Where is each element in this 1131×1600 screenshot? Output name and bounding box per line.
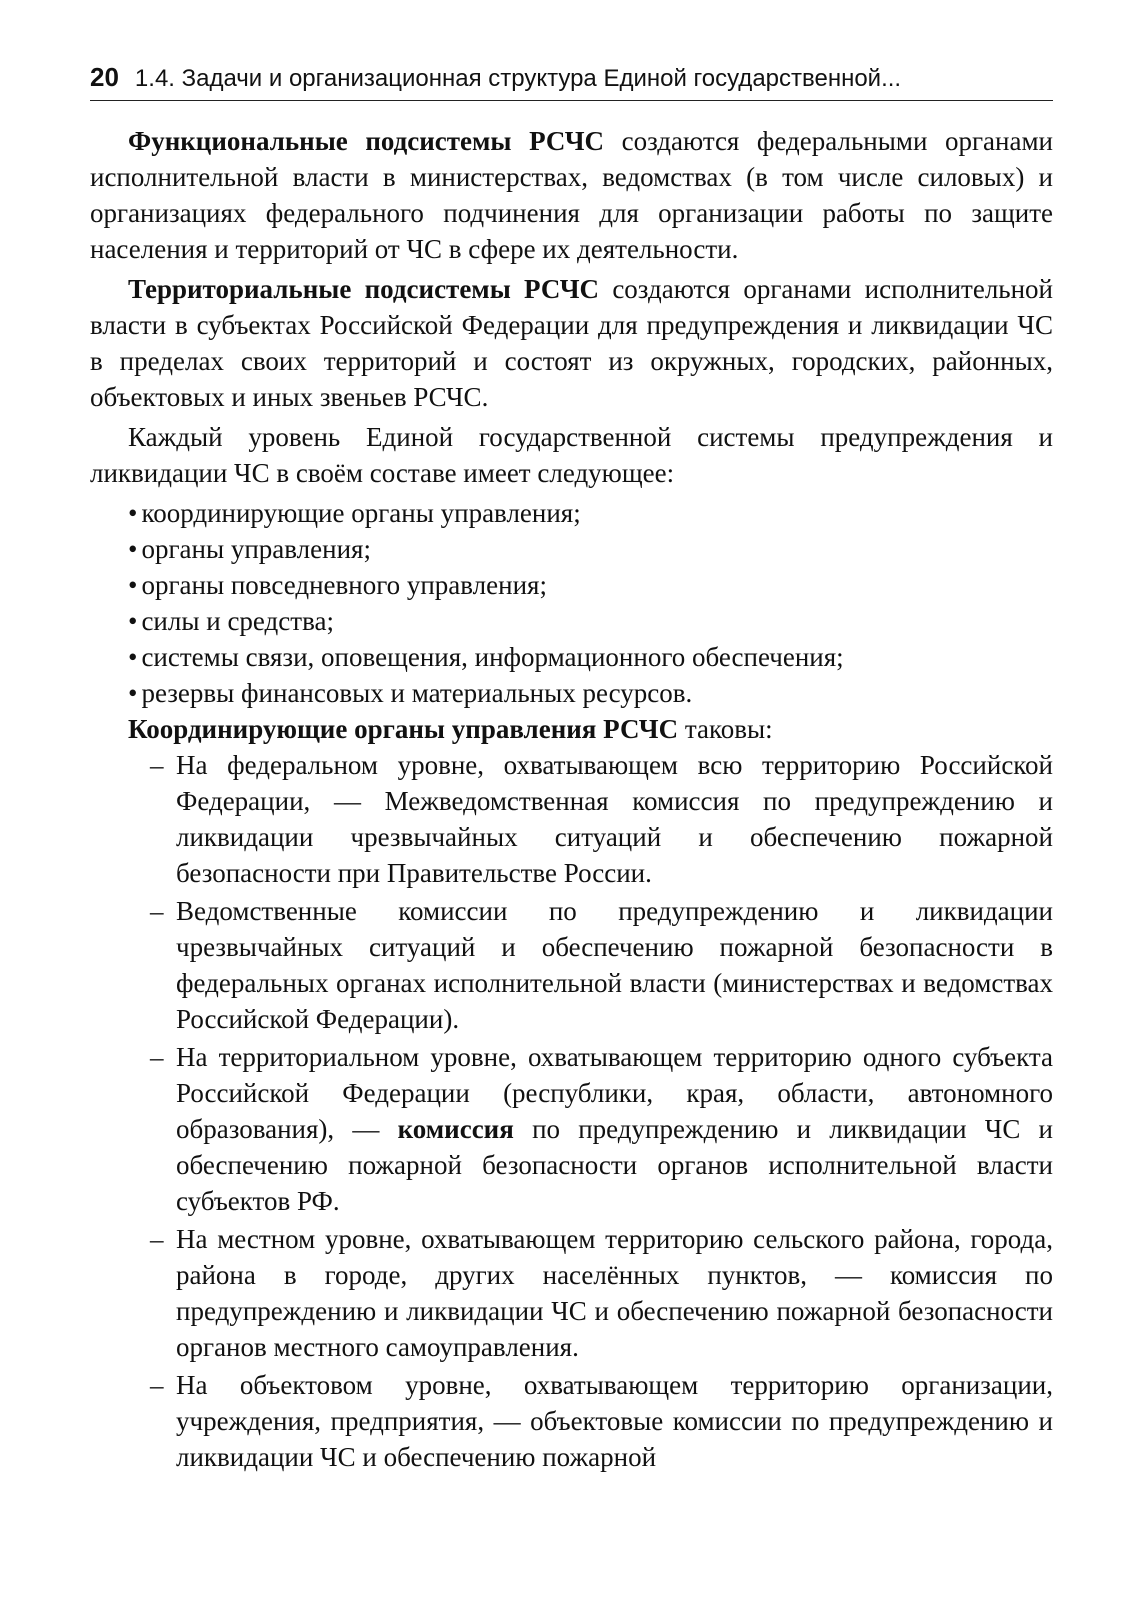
- dash-text: Ведомственные комиссии по предупреждению и ликвидации чрезвычайных ситуаций и обеспечению пожарной безопасности в федеральных органах исполнительной власти (министерствах и ведомствах Российской Федерации).: [176, 896, 1053, 1034]
- dash-list: [150, 747, 1053, 1475]
- page-number: 20: [90, 62, 119, 92]
- dash-item-object: [150, 1367, 1053, 1475]
- paragraph-text: создаются федеральными органами исполнительной власти в министерствах, ведомствах (в том числе силовых) и организациях федерального подчинения для организации работы по защите населения и территорий от ЧС в сфере их деятельности.: [90, 126, 1053, 264]
- paragraph-territorial-subsystems: [90, 271, 1053, 415]
- dash-text: На объектовом уровне, охватывающем территорию организации, учреждения, предприятия, — объектовые комиссии по предупреждению и ликвидации ЧС и обеспечению пожарной: [176, 1370, 1053, 1472]
- paragraph-text: Каждый уровень Единой государственной системы предупреждения и ликвидации ЧС в своём составе имеет следующее:: [90, 422, 1053, 488]
- paragraph-levels-intro: [90, 419, 1053, 491]
- dash-item-federal: [150, 747, 1053, 891]
- dash-item-departmental: [150, 893, 1053, 1037]
- bullet-item: • резервы финансовых и материальных ресурсов.: [128, 675, 1053, 711]
- term-commission: комиссия: [397, 1114, 514, 1144]
- dash-item-territorial: [150, 1039, 1053, 1219]
- paragraph-text: создаются органами исполнительной власти в субъектах Российской Федерации для предупреждения и ликвидации ЧС в пределах своих территорий и состоят из окружных, городских, районных, объектовых и иных звеньев РСЧС.: [90, 274, 1053, 412]
- dash-text: На местном уровне, охватывающем территорию сельского района, города, района в городе, других населённых пунктов, — комиссия по предупреждению и ликвидации ЧС и обеспечению пожарной безопасности органов местного самоуправления.: [176, 1224, 1053, 1362]
- term-territorial-subsystems: Территориальные подсистемы РСЧС: [128, 274, 600, 304]
- dash-text: На территориальном уровне, охватывающем территорию одного субъекта Российской Федерации (республики, края, области, автономного образования), —: [176, 1042, 1053, 1144]
- bullet-item: • координирующие органы управления;: [128, 495, 1053, 531]
- bullet-item: • системы связи, оповещения, информационного обеспечения;: [128, 639, 1053, 675]
- running-title: 1.4. Задачи и организационная структура Единой государственной...: [134, 65, 902, 92]
- bullet-item: • органы повседневного управления;: [128, 567, 1053, 603]
- bullet-item: • органы управления;: [128, 531, 1053, 567]
- bullet-item: • силы и средства;: [128, 603, 1053, 639]
- page-body: [90, 123, 1053, 1475]
- bullet-list: [128, 495, 1053, 711]
- paragraph-text: таковы:: [678, 714, 773, 744]
- running-header: [90, 62, 1053, 101]
- dash-text: На федеральном уровне, охватывающем всю территорию Российской Федерации, — Межведомственная комиссия по предупреждению и ликвидации чрезвычайных ситуаций и обеспечению пожарной безопасности при Правительстве России.: [176, 750, 1053, 888]
- dash-item-local: [150, 1221, 1053, 1365]
- dash-text: по предупреждению и ликвидации ЧС и обеспечению пожарной безопасности органов исполнительной власти субъектов РФ.: [176, 1114, 1053, 1216]
- term-coordinating-bodies: Координирующие органы управления РСЧС: [128, 714, 679, 744]
- paragraph-functional-subsystems: [90, 123, 1053, 267]
- term-functional-subsystems: Функциональные подсистемы РСЧС: [128, 126, 605, 156]
- paragraph-coordinating-bodies: [90, 711, 1053, 747]
